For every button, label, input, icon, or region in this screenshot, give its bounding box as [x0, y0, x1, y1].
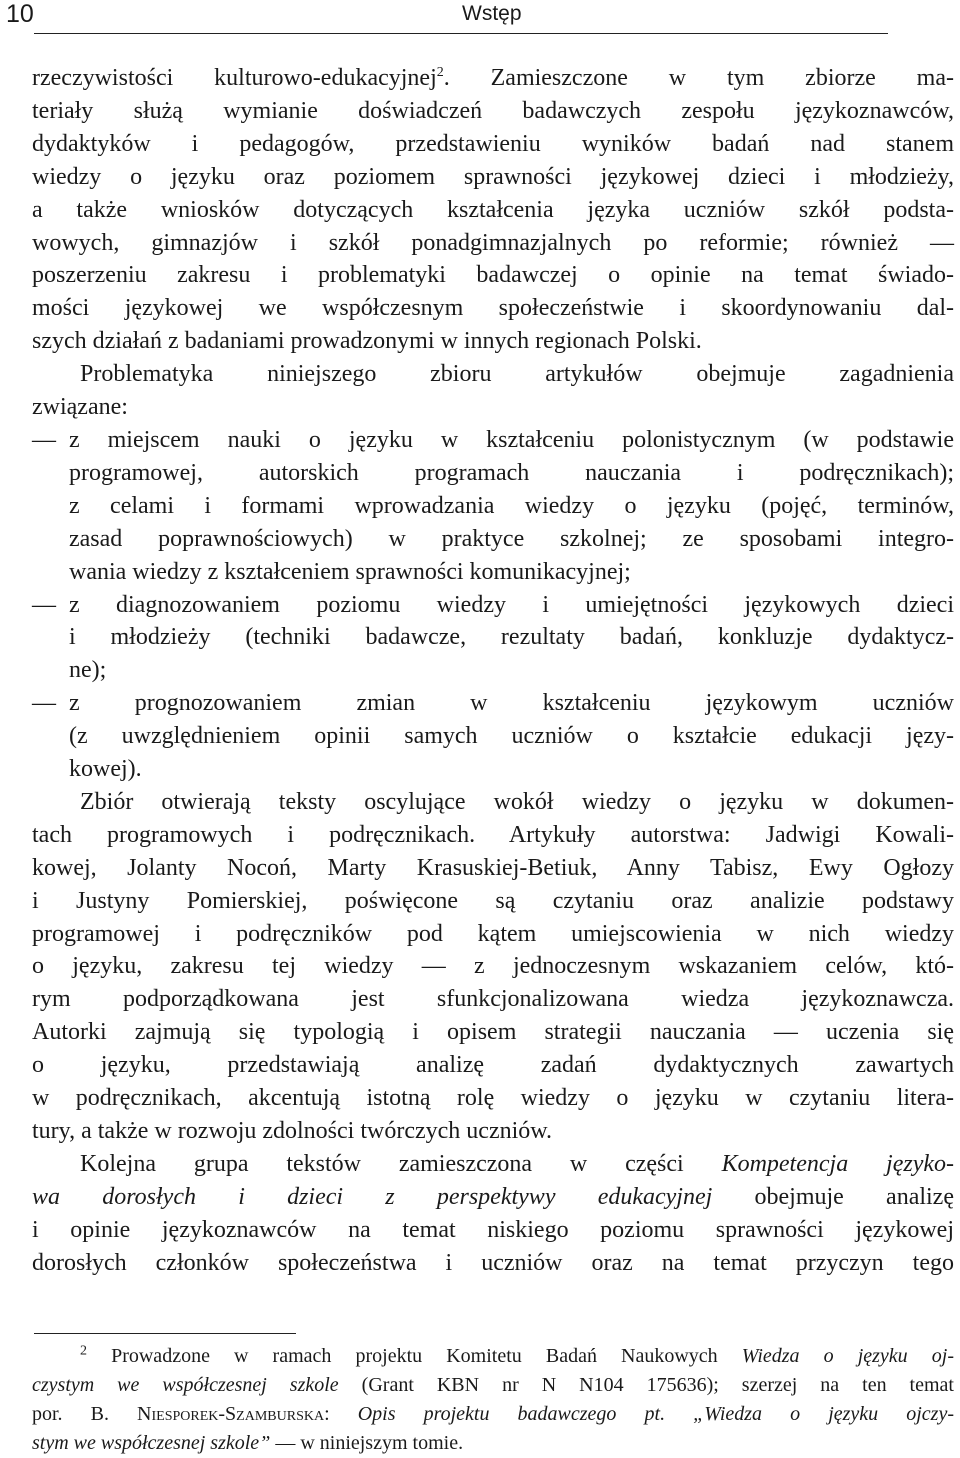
text-line: o języku, zakresu tej wiedzy — z jednoczesnym wskazaniem celów, któ- — [32, 953, 954, 980]
text-line: Autorki zajmują się typologią i opisem strategii nauczania — uczenia się — [32, 1019, 954, 1046]
list-item: — z miejscem nauki o języku w kształceniu polonistycznym (w podstawie — [32, 424, 954, 457]
text-line: (z uwzględnieniem opinii samych uczniów o kształcie edukacji języ- — [69, 723, 954, 750]
text-line: wania wiedzy z kształceniem sprawności komunikacyjnej; — [69, 558, 631, 585]
text-line: związane: — [32, 394, 128, 421]
text-line: dydaktyków i pedagogów, przedstawieniu wyników badań nad stanem — [32, 130, 954, 157]
list-item: — z prognozowaniem zmian w kształceniu językowym uczniów — [32, 687, 954, 720]
text-line: z celami i formami wprowadzania wiedzy o języku (pojęć, terminów, — [69, 492, 954, 519]
text-line: programowej i podręczników pod kątem umiejscowienia w nich wiedzy — [32, 920, 954, 947]
text-line: szych działań z badaniami prowadzonymi w innych regionach Polski. — [32, 328, 702, 355]
text-line: wiedzy o języku oraz poziomem sprawności językowej dzieci i młodzieży, — [32, 163, 954, 190]
text-line: zasad poprawnościowych) w praktyce szkolnej; ze sposobami integro- — [69, 525, 954, 552]
text-line: i młodzieży (techniki badawcze, rezultaty badań, konkluzje dydaktycz- — [69, 624, 954, 651]
list-item: — z diagnozowaniem poziomu wiedzy i umiejętności językowych dzieci — [32, 589, 954, 622]
italic-title: wa dorosłych i dzieci z perspektywy edukacyjnej — [32, 1183, 713, 1210]
dash-marker: — — [32, 591, 56, 618]
text-line: a także wniosków dotyczących kształcenia języka uczniów szkół podsta- — [32, 196, 954, 223]
dash-marker: — — [32, 690, 56, 717]
footnote-line: czystym we współczesnej szkole (Grant KBN nr N N104 175636); szerzej na ten temat — [32, 1374, 954, 1396]
running-head: Wstęp — [462, 2, 522, 25]
text-line: wa dorosłych i dzieci z perspektywy edukacyjnej obejmuje analizę — [32, 1183, 954, 1210]
footnote-line: stym we współczesnej szkole” — w niniejszym tomie. — [32, 1432, 464, 1454]
footnote-line: $^2$ Prowadzone w ramach projektu Komitetu Badań Naukowych Wiedza o języku oj- — [80, 1343, 954, 1367]
text-line: o języku, przedstawiają analizę zadań dydaktycznych zawartych — [32, 1052, 954, 1079]
text-line: programowej, autorskich programach nauczania i podręcznikach); — [69, 459, 954, 486]
main-text — [32, 62, 954, 1280]
text-line: w podręcznikach, akcentują istotną rolę wiedzy o języku w czytaniu litera- — [32, 1085, 954, 1112]
text-line: Zbiór otwierają teksty oscylujące wokół wiedzy o języku w dokumen- — [80, 788, 954, 815]
footnote-rule — [34, 1333, 296, 1334]
header-rule — [34, 33, 888, 34]
text-line: poszerzeniu zakresu i problematyki badawczej o opinie na temat świado- — [32, 262, 954, 289]
footnote-ref[interactable]: 2 — [436, 65, 444, 80]
text-line: mości językowej we współczesnym społeczeństwie i skoordynowaniu dal- — [32, 295, 954, 322]
footnote-line: por. B. Niesporek-Szamburska: Opis projektu badawczego pt. „Wiedza o języku ojczy- — [32, 1403, 954, 1425]
footnote-marker: 2 — [80, 1343, 87, 1359]
text-line: kowej). — [69, 756, 142, 783]
text-line: rzeczywistości kulturowo-edukacyjnej$^2$. Zamieszczone w tym zbiorze ma- — [32, 65, 954, 91]
author-name: Niesporek-Szamburska — [137, 1403, 325, 1425]
text-line: ne); — [69, 657, 107, 684]
italic-title: Kompetencja języko- — [721, 1150, 955, 1177]
text-line: dorosłych członków społeczeństwa i uczniów oraz na temat przyczyn tego — [32, 1249, 954, 1276]
text-line: i opinie językoznawców na temat niskiego poziomu sprawności językowej — [32, 1216, 954, 1243]
dash-marker: — — [32, 426, 56, 453]
page-number: 10 — [6, 0, 34, 28]
text-line: tury, a także w rozwoju zdolności twórczych uczniów. — [32, 1118, 553, 1144]
text-line: tach programowych i podręcznikach. Artykuły autorstwa: Jadwigi Kowali- — [32, 821, 954, 848]
text-line: Problematyka niniejszego zbioru artykułów obejmuje zagadnienia — [80, 361, 954, 388]
text-line: Kolejna grupa tekstów zamieszczona w części Kompetencja języko- — [80, 1150, 955, 1177]
text-line: teriały służą wymianie doświadczeń badawczych zespołu językoznawców, — [32, 97, 954, 124]
text-line: i Justyny Pomierskiej, poświęcone są czytaniu oraz analizie podstawy — [32, 887, 954, 914]
text-line: wowych, gimnazjów i szkół ponadgimnazjalnych po reformie; również — — [32, 229, 954, 256]
text-line: kowej, Jolanty Nocoń, Marty Krasuskiej-Betiuk, Anny Tabisz, Ewy Ogłozy — [32, 854, 954, 881]
footnote — [32, 1342, 954, 1458]
text-line: rym podporządkowana jest sfunkcjonalizowana wiedza językoznawcza. — [32, 986, 954, 1013]
